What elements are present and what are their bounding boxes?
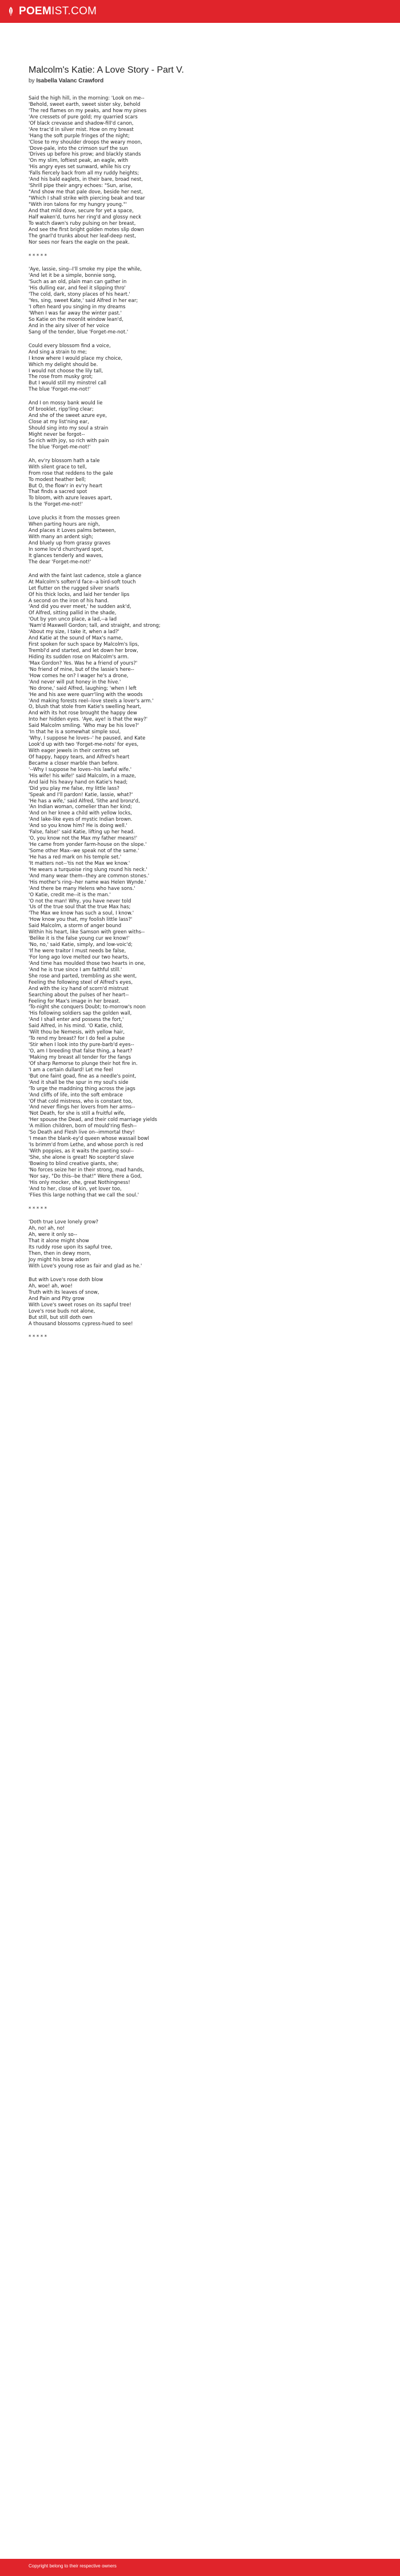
poem-line: Said Alfred, in his mind. 'O Katie, child, (29, 1023, 123, 1029)
poem-line: 'Belike it is the false young cur we know!' (29, 936, 130, 942)
poem-line: 'Such as an old, plain man can gather in (29, 279, 127, 285)
poem-line: And she of the sweet azure eye, (29, 413, 107, 419)
poem-line: Trembl'd and started, and let down her brow, (29, 648, 138, 654)
poem-line: 'Did you play me false, my little lass? (29, 785, 119, 792)
poem-line: Of Alfred, sitting pallid in the shade, (29, 610, 117, 617)
poem-line: 'It matters not--'tis not the Max we know.' (29, 860, 130, 866)
poem-line: I know where I would place my choice, (29, 355, 123, 361)
poem-line: Love plucks it from the mosses green (29, 515, 120, 522)
poem-line: 'And on her knee a child with yellow locks, (29, 810, 132, 817)
poem-line: 'His dulling ear, and feel it slipping thro' (29, 285, 126, 292)
poem-line: The blue 'Forget-me-not!' (29, 387, 91, 393)
poem-line: Of his thick locks, and laid her tender lips (29, 591, 130, 598)
poem-line: 'To-night she conquers Doubt; to-morrow's noon (29, 1004, 146, 1011)
poem-line: The dear 'Forget-me-not!' (29, 559, 91, 565)
poem-line: 'When I was far away the winter past.' (29, 311, 122, 316)
poem-line: And that mild dove, secure for yet a space, (29, 208, 134, 214)
poem-line: But with Love's rose doth blow (29, 1277, 103, 1283)
poem-line: 'And did you ever meet,' he sudden ask'd, (29, 604, 131, 610)
poem-line: 'And it shall be the spur in my soul's side (29, 1079, 129, 1086)
poem-line: "With iron talons for my hungry young."' (29, 201, 127, 208)
poem-line: O, blush that stole from Katie's swelling heart, (29, 704, 142, 710)
poem-line: 'Of that cold mistress, who is constant too, (29, 1098, 133, 1104)
poem-line: 'Nor say, "Do this--be that!" Were there a God, (29, 1173, 142, 1179)
poem-line: Became a closer marble than before. (29, 760, 119, 766)
poem-line: 'Are trac'd in silver mist. How on my breast (29, 126, 134, 133)
poem-line: Might never be forgot-- (29, 431, 85, 438)
stanza (29, 253, 400, 260)
poem-line: And with the faint last cadence, stole a glance (29, 573, 142, 579)
poem-line: But O, the flow'r in ev'ry heart (29, 483, 102, 489)
stanza-gap (29, 1270, 400, 1277)
poem-line: "And show me that pale dove, beside her nest, (29, 189, 143, 196)
poem-line: 'O not the man! Why, you have never told (29, 898, 131, 904)
poem-line: Half waken'd, turns her ring'd and glossy neck (29, 214, 142, 220)
poem-line: Ah, woe! ah, woe! (29, 1283, 73, 1289)
poem-line: 'I often heard you singing in my dreams (29, 304, 126, 311)
poem-line: And with its hot rose brought the happy dew (29, 710, 137, 717)
stanza-gap (29, 1327, 400, 1334)
poem-line: '--Why I suppose he loves--his lawful wife.' (29, 766, 132, 773)
poem-line: 'And so you know him? He is doing well.' (29, 823, 127, 829)
poem-line: 'I am a certain dullard! Let me feel (29, 1067, 113, 1073)
logo-text-light: IST.COM (51, 5, 97, 17)
poem-line: But I would still my minstrel call (29, 380, 107, 387)
poem-line: 'Of sharp Remorse to plunge their hot fire in. (29, 1060, 138, 1067)
poem-line: 'No friend of mine, but of the lassie's here-- (29, 666, 134, 673)
poem-line: Look'd up with two 'Forget-me-nots' for eyes, (29, 742, 139, 748)
poem-line: In some lov'd churchyard spot, (29, 546, 104, 552)
poem-line: Could every blossom find a voice, (29, 343, 111, 349)
poem-line: 'How know you that, my foolish little lass?' (29, 917, 133, 923)
poem-line: 'Not Death, for she is still a fruitful wife, (29, 1111, 126, 1117)
poem-line: 'And never flings her lovers from her arms-- (29, 1104, 135, 1111)
poem-line: 'He has a red mark on his temple set.' (29, 854, 122, 860)
poem-line: 'Bowing to blind creative giants, she; (29, 1160, 119, 1167)
poem-line: 'Why, I suppose he loves--' he paused, and Kate (29, 736, 146, 742)
poem-line: 'Close to my shoulder droops the weary moon, (29, 139, 142, 145)
poem-line: 'False, false!' said Katie, lifting up her head. (29, 829, 135, 836)
poem-line: Searching about the pulses of her heart-- (29, 992, 129, 998)
stanza-gap (29, 246, 400, 253)
poem-line: That finds a sacred spot (29, 489, 87, 495)
poem-line: To bloom, with azure leaves apart, (29, 495, 113, 502)
poem-line: And places it Loves palms between, (29, 528, 116, 534)
poem-line: 'Nam'd Maxwell Gordon; tall, and straight, and strong; (29, 623, 161, 629)
stanza-gap (29, 1212, 400, 1219)
poem-line: Close at my list'ning ear, (29, 419, 89, 426)
poem-line: 'Dove-pale, into the crimson surf the sun (29, 145, 129, 152)
copyright-text: Copyright belong to their respective owners (29, 2563, 117, 2569)
poem-line: With Love's sweet roses on its sapful tree! (29, 1302, 131, 1308)
poem-line: 'Aye, lassie, sing--I'll smoke my pipe the while, (29, 267, 142, 273)
poem-line: Its ruddy rose upon its sapful tree, (29, 1245, 113, 1251)
stanza (29, 343, 400, 393)
poem-line: 'And lake-like eyes of mystic Indian brown. (29, 817, 133, 823)
stanza-gap (29, 1199, 400, 1206)
poem-line: The blue 'Forget-me-not!' (29, 444, 91, 450)
poem-line: 'She, she alone is great! No scepter'd slave (29, 1154, 134, 1160)
poem-line: 'Doth true Love lonely grow? (29, 1219, 99, 1226)
byline-prefix: by (29, 78, 35, 84)
logo-text-bold: POEM (19, 5, 52, 17)
poem-line: Hiding its sudden rose on Malcolm's arm. (29, 654, 129, 660)
poem-line: With Love's young rose as fair and glad as he.' (29, 1263, 142, 1269)
poem-line: She rose and parted, trembling as she went, (29, 973, 137, 979)
stanza (29, 400, 400, 451)
poem-line: 'And cliffs of life, into the soft embrace (29, 1092, 123, 1098)
poem-line: A thousand blossoms cypress-hued to see! (29, 1321, 133, 1327)
poem-line: 'Flies this large nothing that we call the soul.' (29, 1192, 139, 1198)
poem-line: 'To urge the maddning thing across the jags (29, 1086, 135, 1092)
poem-line: And see the first bright golden motes slip down (29, 226, 144, 233)
poem-line: And Pain and Pity grow (29, 1295, 85, 1302)
site-logo[interactable] (6, 5, 97, 18)
site-header (0, 0, 400, 23)
poem-line: It glances tenderly and waves, (29, 552, 103, 559)
poem-line: Joy might his brow adorn (29, 1257, 89, 1263)
poem-line: 'I mean the blank-ey'd queen whose wassail bowl (29, 1136, 149, 1142)
poem-line: 'No drone,' said Alfred, laughing; 'when I left (29, 685, 137, 691)
stanza-gap (29, 259, 400, 267)
poem-line: 'Shrill pipe their angry echoes: "Sun, arise, (29, 183, 133, 189)
poem-line: 'Of black crevasse and shadow-fill'd canon, (29, 120, 134, 126)
poem-line: 'Some other Max--we speak not of the same.' (29, 848, 139, 854)
quill-pen-icon (6, 6, 16, 17)
stanza (29, 1206, 400, 1213)
poem-line: 'His angry eyes set sunward, while his cry (29, 164, 131, 170)
poem-line: Said Malcolm, a storm of anger bound (29, 923, 122, 929)
poem-line: 'And many wear them--they are common stones.' (29, 873, 150, 879)
poem-line: Ah, were it only so-- (29, 1232, 78, 1238)
poem-line: 'About my size, I take it, when a lad?' (29, 629, 119, 635)
poem-line: 'And let it be a simple, bonnie song, (29, 273, 117, 279)
poem-line: The rose from musky grot; (29, 374, 93, 380)
poem-line: 'O, you know not the Max my father means!' (29, 836, 138, 842)
poem-line: 'An Indian woman, comelier than her kind; (29, 804, 132, 810)
poem-line: Sang of the tender, blue 'Forget-me-not.' (29, 329, 129, 335)
poem-line: And in the airy silver of her voice (29, 323, 110, 329)
poem-line: I would not choose the lily tall, (29, 368, 103, 374)
stanza-gap (29, 508, 400, 515)
poem-line: 'His wife! his wife!' said Malcolm, in a maze, (29, 773, 136, 779)
poem-line: 'In that he is a somewhat simple soul, (29, 729, 121, 736)
poem-line: 'And never will put honey in the hive.' (29, 679, 121, 685)
poem-line: So rich with joy, so rich with pain (29, 438, 109, 444)
poem-line: Feeling for Max's image in her breast. (29, 998, 121, 1004)
poem-line: With many an ardent sigh; (29, 534, 93, 540)
poem-line: 'Hang the soft purple fringes of the night; (29, 133, 130, 139)
poem-line: 'To rend my breast? for I do feel a pulse (29, 1036, 125, 1042)
poem-line: 'Her spouse the Dead, and their cold marriage yields (29, 1117, 157, 1123)
poem-line: With eager jewels in their centres set (29, 748, 119, 754)
poem-line: * * * * * (29, 1334, 47, 1341)
poem-line: 'His following soldiers sap the golden wall, (29, 1011, 132, 1017)
poem-line: 'Stir when I look into thy pure-barb'd eyes-- (29, 1042, 134, 1048)
poem-line: 'And I shall enter and possess the fort,' (29, 1017, 124, 1023)
poem-line: 'He came from yonder farm-house on the slope.' (29, 842, 147, 848)
poem-line: Nor sees nor fears the eagle on the peak. (29, 239, 130, 245)
poem-line: 'No, no,' said Katie, simply, and low-voic'd; (29, 942, 133, 948)
poem-line: That it alone might show (29, 1238, 89, 1245)
poem-line: Into her hidden eyes. 'Aye, aye! is that the way?' (29, 717, 148, 723)
poem-line: 'He wears a turquoise ring slung round his neck.' (29, 866, 147, 873)
stanza (29, 1334, 400, 1341)
poem-line: And with the icy hand of scorn'd mistrust (29, 985, 129, 992)
poem-line: 'If he were traitor I must needs be false, (29, 948, 126, 954)
poem-line: To modest heather bell; (29, 476, 86, 483)
stanza-gap (29, 451, 400, 458)
stanza (29, 1277, 400, 1327)
poem-line: 'And his bald eaglets, in their bare, broad nest, (29, 177, 143, 183)
poem-line: 'Is brimm'd from Lethe, and whose porch is red (29, 1142, 143, 1148)
poem-line: To watch dawn's ruby pulsing on her breast, (29, 220, 136, 226)
poem-line: And I on mossy bank would lie (29, 400, 103, 407)
poem-line: Within his heart, like Samson with green withs-- (29, 929, 145, 936)
poem-line: 'Speak and I'll pardon! Katie, lassie, what?' (29, 792, 133, 798)
poem-line: Truth with its leaves of snow, (29, 1289, 99, 1295)
stanza-gap (29, 566, 400, 573)
poem-line: And bluely up from grassy graves (29, 540, 111, 546)
stanza-gap (29, 393, 400, 400)
poem-line: Said Malcolm smiling. 'Who may be his love?' (29, 723, 139, 729)
poem-title: Malcolm's Katie: A Love Story - Part V. (29, 65, 184, 75)
poem-line: Let flutter on the rugged silver snarls (29, 585, 119, 591)
poem-line: 'Falls fiercely back from all my ruddy heights; (29, 170, 139, 177)
poem-line: 'Are cressets of pure gold; my quarried scars (29, 114, 138, 120)
poem-line: 'O, am I breeding that false thing, a heart? (29, 1048, 133, 1054)
poem-line: 'How comes he on? I wager he's a drone, (29, 673, 129, 679)
poem-line: 'The red flames on my peaks, and how my pines (29, 108, 147, 114)
poem-line: "Which I shall strike with piercing beak and tear (29, 196, 145, 201)
poem-line: 'The Max we know has such a soul, I know.' (29, 911, 134, 917)
poem-content (0, 23, 400, 1341)
poem-line: 'O Katie, credit me--it is the man.' (29, 892, 111, 898)
poem-line: Said the high hill, in the morning: 'Look on me-- (29, 96, 145, 101)
poem-line: 'His only mocker, she, great Nothingness! (29, 1179, 130, 1186)
poem-line: 'Wilt thou be Nemesis, with yellow hair, (29, 1029, 125, 1036)
poem-line: 'Drives up before his prow; and blackly stands (29, 152, 141, 158)
poem-line: And laid his heavy hand on Katie's head; (29, 779, 128, 785)
stanza (29, 515, 400, 566)
poem-line: But still, but still doth own (29, 1314, 93, 1321)
poem-line: So Katie on the moonlit window lean'd, (29, 316, 123, 323)
poem-line: 'The cold, dark, stony places of his heart.' (29, 292, 130, 298)
poem-line: 'Us of the true soul that the true Max has; (29, 904, 131, 911)
stanza (29, 573, 400, 1199)
poem-line: 'Yes, sing, sweet Kate,' said Alfred in her ear; (29, 298, 138, 304)
poem-line: 'And making forests reel--love steels a lover's arm.' (29, 698, 154, 704)
poem-line: A second on the iron of his hand. (29, 598, 109, 604)
poem-line: And sing a strain to me; (29, 349, 87, 355)
poem-line: Should sing into my soul a strain (29, 426, 109, 431)
poem-line: 'On my slim, loftiest peak, an eagle, with (29, 158, 129, 164)
stanza (29, 267, 400, 335)
poem-line: And Katie at the sound of Max's name, (29, 635, 123, 642)
poem-line: With silent grace to tell, (29, 464, 87, 470)
author-link[interactable]: Isabella Valanc Crawford (36, 78, 104, 84)
poem-line: Of happy, happy tears, and Alfred's heart (29, 754, 130, 760)
poem-line: Feeling the following steel of Alfred's eyes, (29, 979, 133, 985)
poem-line: 'Max Gordon? Yes. Was he a friend of yours?' (29, 660, 138, 666)
poem-line: When parting hours are nigh, (29, 522, 100, 528)
poem-line: * * * * * (29, 253, 47, 259)
poem-line: 'And there be many Helens who have sons.' (29, 885, 135, 892)
stanza (29, 1219, 400, 1270)
poem-line: Ah, ev'ry blossom hath a tale (29, 458, 100, 464)
stanza-gap (29, 336, 400, 343)
poem-line: 'For long ago love melted our two hearts, (29, 954, 129, 960)
poem-body (29, 96, 400, 1341)
poem-line: 'So Death and Flesh live on--immortal they! (29, 1130, 135, 1136)
poem-line: Which my delight should be. (29, 361, 98, 368)
poem-line: Of brooklet, ripp'ling clear; (29, 407, 94, 413)
poem-line: Ah, no! ah, no! (29, 1226, 65, 1232)
poem-line: Love's rose buds not alone, (29, 1308, 95, 1314)
poem-line: 'A million children, born of mould'ring flesh-- (29, 1123, 137, 1130)
poem-line: * * * * * (29, 1206, 47, 1212)
poem-line: 'Behold, sweet earth, sweet sister sky, behold (29, 101, 141, 108)
stanza (29, 458, 400, 508)
poem-line: 'But one faint goad, fine as a needle's point, (29, 1073, 137, 1079)
poem-line: 'His mother's ring--her name was Helen Wynde.' (29, 879, 146, 885)
poem-line: 'And time has moulded those two hearts in one, (29, 960, 146, 967)
poem-line: At Malcolm's soften'd face--a bird-soft touch (29, 579, 136, 585)
poem-line: 'Out by yon unco place, a lad,--a lad (29, 617, 117, 623)
poem-line: From rose that reddens to the gale (29, 470, 113, 476)
poem-line: The gnarl'd trunks about her leaf-deep nest, (29, 233, 136, 239)
poem-line: 'And he is true since I am faithful still.' (29, 967, 122, 973)
poem-line: 'Making my breast all tender for the fangs (29, 1054, 131, 1060)
poem-line: 'With poppies, as it waits the panting soul-- (29, 1148, 134, 1154)
poem-line: Is the 'Forget-me-not!' (29, 502, 83, 508)
site-footer (0, 2559, 400, 2576)
poem-byline (29, 78, 400, 84)
poem-line: 'No forces seize her in their strong, mad hands, (29, 1167, 144, 1173)
poem-line: Then, then in dewy morn, (29, 1251, 91, 1257)
poem-line: 'He and his axe were quarr'ling with the woods (29, 691, 143, 698)
poem-line: 'He has a wife,' said Alfred, 'lithe and bronz'd, (29, 798, 140, 804)
poem-line: 'And to her, close of kin, yet lover too, (29, 1186, 122, 1192)
stanza (29, 96, 400, 246)
poem-line: First spoken for such space by Malcolm's lips, (29, 642, 139, 648)
